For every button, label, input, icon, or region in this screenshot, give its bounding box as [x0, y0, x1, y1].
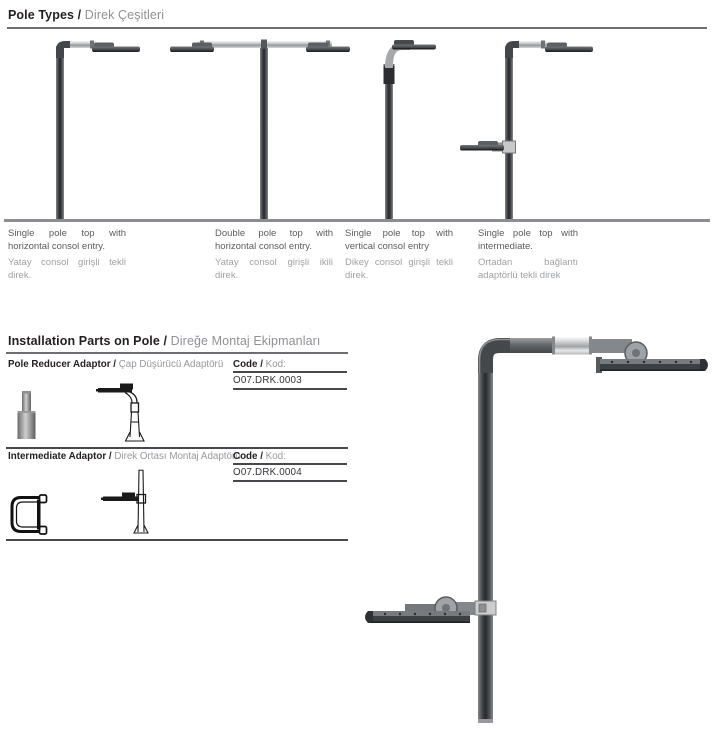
- pole-caption-1: [8, 228, 126, 282]
- intermediate-adaptor-drawing: [95, 469, 155, 535]
- row1-code-label: [233, 359, 286, 370]
- installation-parts-title: [8, 334, 320, 348]
- caption-tr: Ortadan bağlantı adaptörlü tekli direk: [478, 257, 578, 281]
- row1-name-en: Pole Reducer Adaptor /: [8, 359, 116, 370]
- reducer-sleeve: [552, 337, 592, 355]
- pole-bend: [505, 41, 521, 58]
- code-label-en: Code /: [233, 359, 263, 370]
- pole-types-title: [8, 8, 164, 22]
- installation-parts-title-tr: Direğe Montaj Ekipmanları: [170, 334, 321, 348]
- caption-en: Single pole top with horizontal consol entry.: [8, 228, 126, 252]
- caption-en: Double pole top with horizontal consol entry.: [215, 228, 333, 252]
- pole-shaft: [260, 42, 268, 221]
- pole-shaft: [505, 46, 513, 221]
- clamp-bolt: [40, 527, 47, 535]
- installation-parts-divider: [6, 352, 348, 354]
- row2-code-rule-top: [233, 463, 347, 465]
- ground-line: [4, 219, 710, 222]
- row1-code-rule-top: [233, 371, 347, 373]
- pole-types-title-tr: Direk Çeşitleri: [84, 8, 165, 22]
- single-pole-intermediate-illustration: [440, 38, 630, 222]
- pole-types-title-en: Pole Types /: [8, 8, 82, 22]
- row2-code-rule-bottom: [233, 480, 347, 482]
- caption-tr: Dikey consol girişli tekli direk.: [345, 257, 453, 281]
- caption-tr: Yatay consol girişli ikili direk.: [215, 257, 333, 281]
- code-label-en: Code /: [233, 451, 263, 462]
- clamp-bolt: [40, 495, 47, 503]
- row1-name: [8, 359, 223, 370]
- intermediate-clamp: [503, 141, 516, 153]
- consol-arm: [510, 338, 556, 353]
- table-bottom-rule: [6, 539, 348, 541]
- row1-code-value: O07.DRK.0003: [233, 375, 302, 386]
- base-flare: [126, 432, 145, 441]
- intermediate-adaptor-photo: [8, 494, 50, 536]
- detailed-pole-illustration: [360, 325, 712, 725]
- pole-caption-2: [215, 228, 333, 282]
- pole-types-divider: [7, 27, 707, 29]
- pole-bend: [486, 346, 515, 378]
- row2-name-tr: Direk Ortası Montaj Adaptörü: [114, 451, 241, 462]
- pole-bend: [56, 41, 72, 58]
- pole-reducer-adaptor-drawing: [96, 382, 154, 444]
- pole-base-cap: [478, 719, 493, 723]
- row2-code-label: [233, 451, 286, 462]
- row1-code-rule-bottom: [233, 388, 347, 390]
- center-joint: [261, 40, 267, 50]
- pole-caption-4: [478, 228, 578, 282]
- pole-reducer-adaptor-photo: [14, 391, 38, 441]
- row1-name-tr: Çap Düşürücü Adaptörü: [118, 359, 224, 370]
- caption-en: Single pole top with intermediate.: [478, 228, 578, 252]
- row2-name: [8, 451, 241, 462]
- pole-shaft: [478, 373, 493, 723]
- caption-tr: Yatay consol girişli tekli direk.: [8, 257, 126, 281]
- double-pole-horizontal-consol-illustration: [170, 38, 360, 222]
- row2-code-value: O07.DRK.0004: [233, 467, 302, 478]
- installation-parts-title-en: Installation Parts on Pole /: [8, 334, 168, 348]
- pole-shaft: [385, 68, 393, 221]
- caption-en: Single pole top with vertical consol entry: [345, 228, 453, 252]
- code-label-tr: Kod:: [265, 451, 286, 462]
- pole-shaft: [56, 46, 64, 221]
- row2-top-rule: [6, 447, 348, 449]
- row2-name-en: Intermediate Adaptor /: [8, 451, 112, 462]
- code-label-tr: Kod:: [265, 359, 286, 370]
- pole-caption-3: [345, 228, 453, 282]
- base-flare: [134, 525, 148, 533]
